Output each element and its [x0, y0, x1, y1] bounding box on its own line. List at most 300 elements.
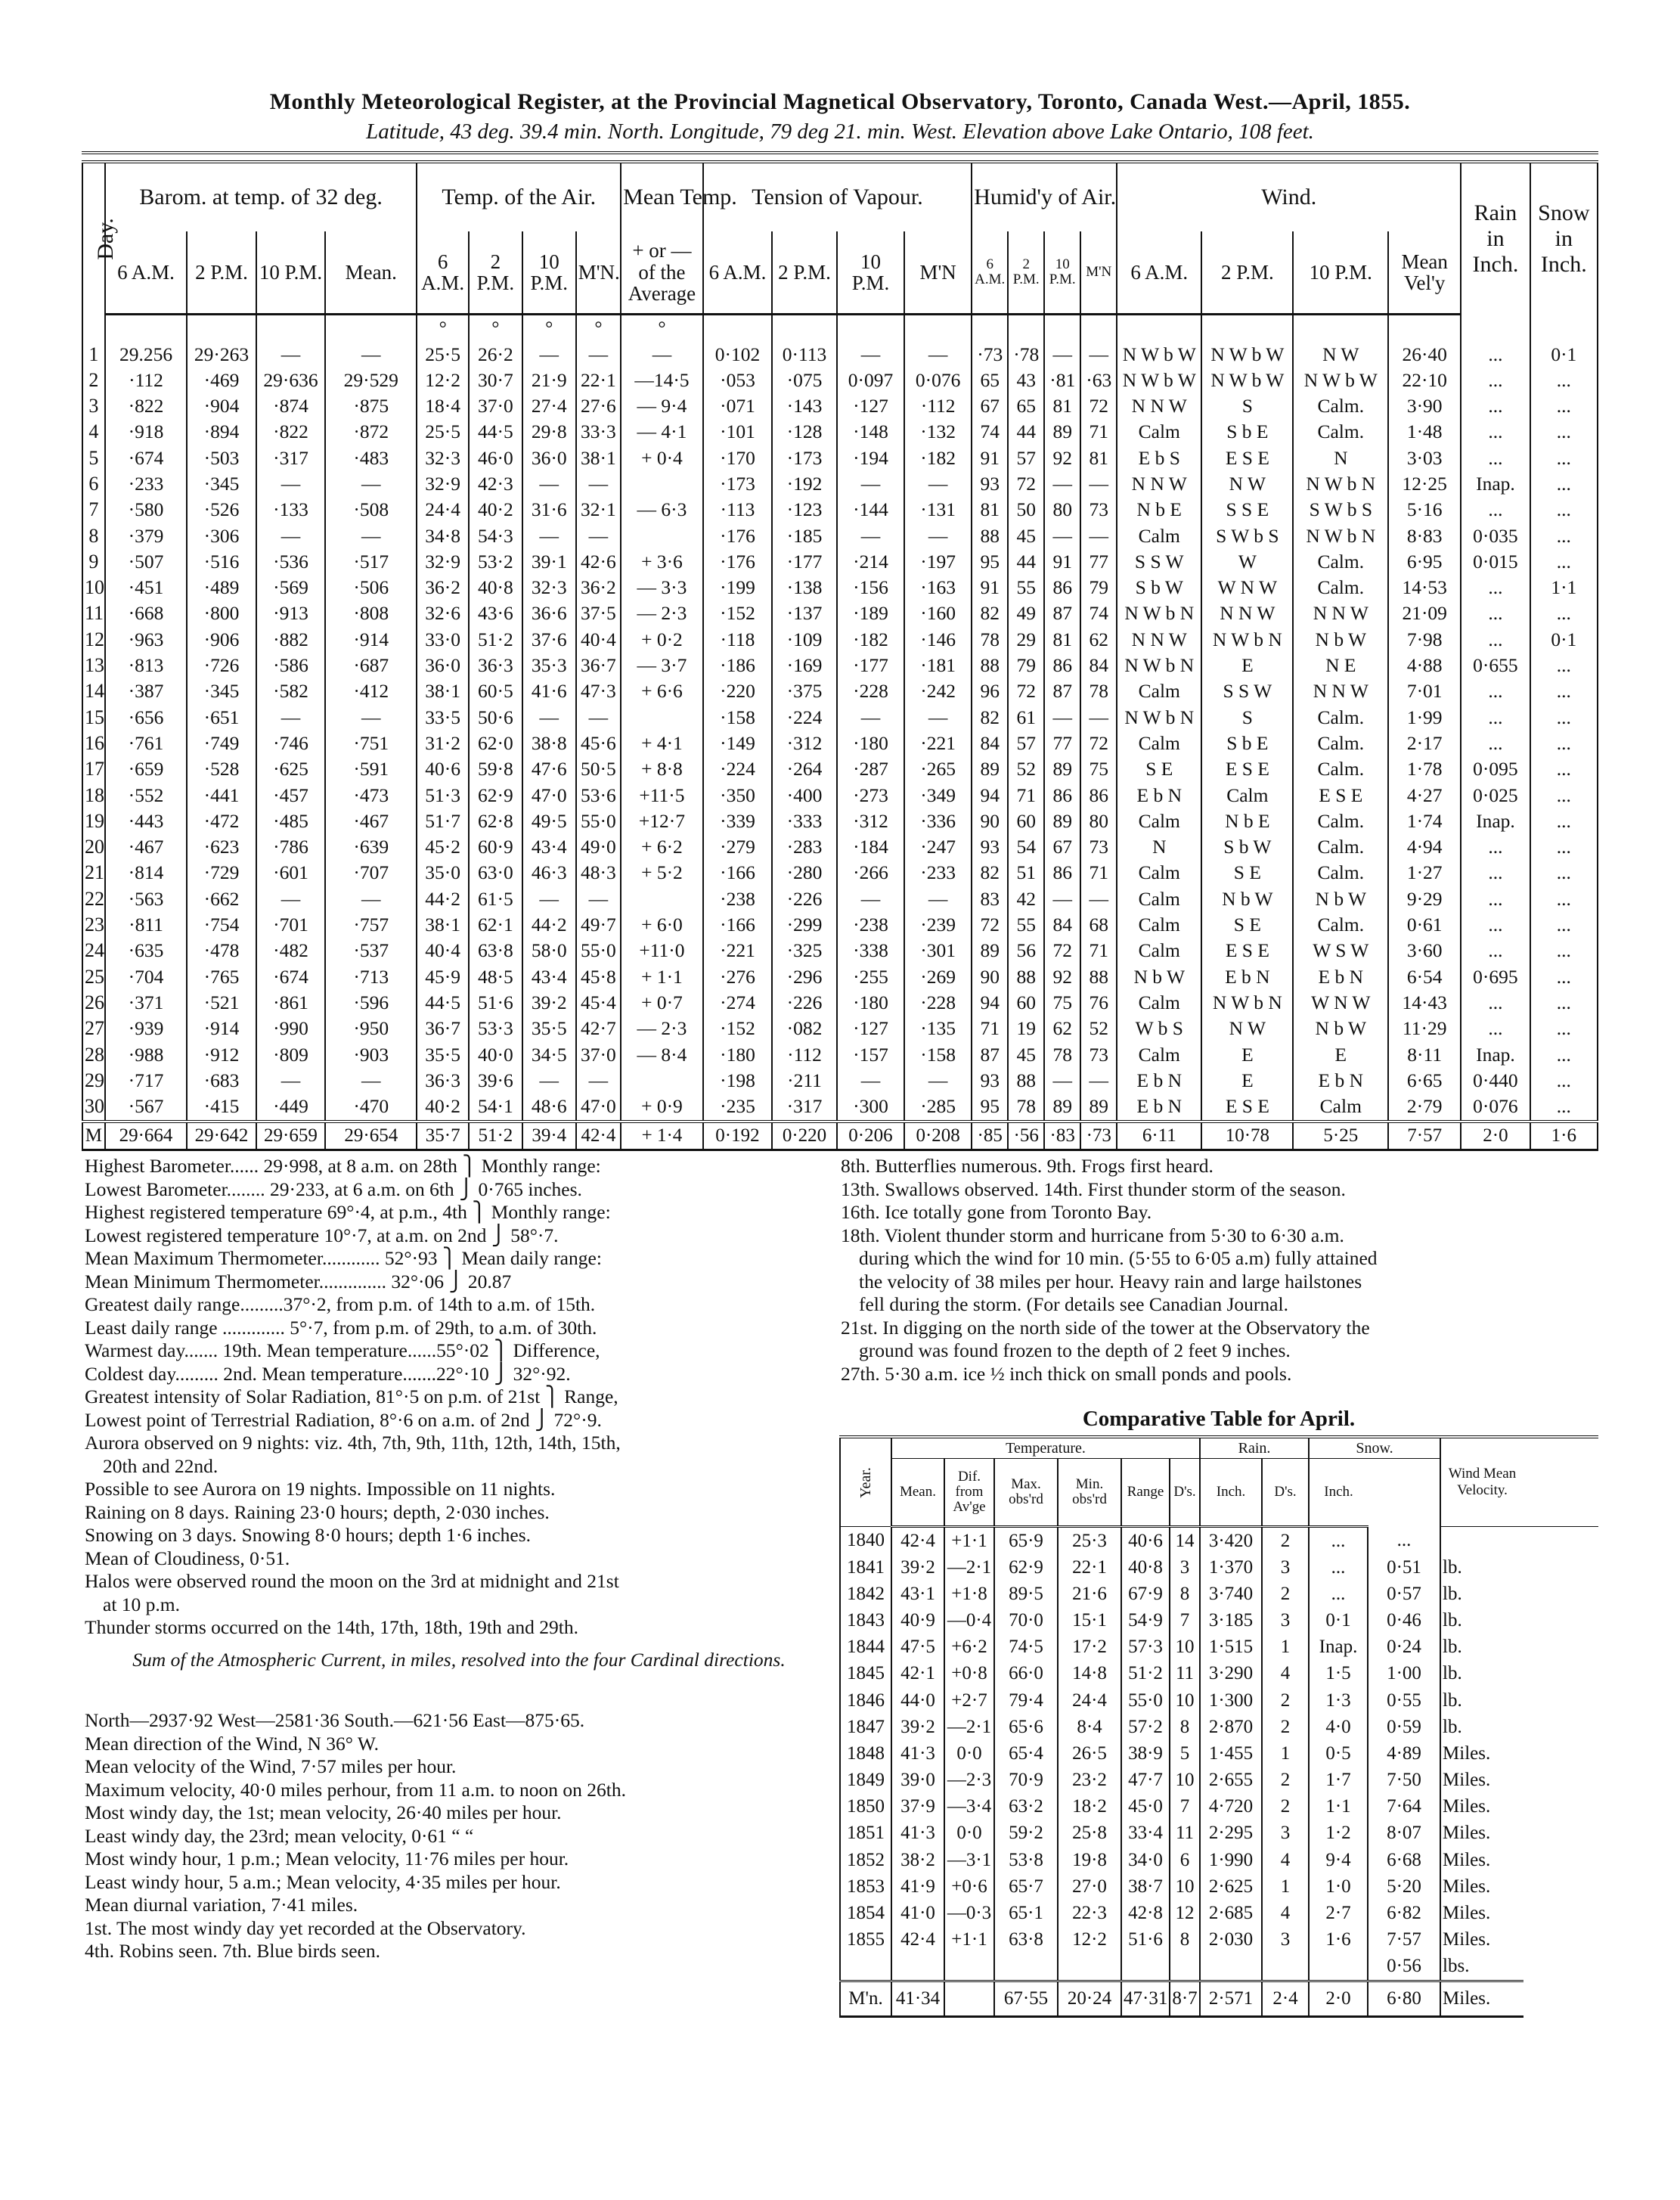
table-cell: 68: [1080, 912, 1117, 938]
empty-cell: [1058, 1953, 1121, 1981]
mean-cell: 29·642: [187, 1122, 256, 1150]
mean-cell: + 1·4: [621, 1122, 703, 1150]
mean-cell: 0·206: [837, 1122, 904, 1150]
table-cell: 55·0: [576, 938, 621, 963]
table-cell: 60·9: [469, 834, 522, 860]
table-cell: ·875: [325, 393, 417, 419]
table-cell: ·683: [187, 1068, 256, 1094]
table-cell: —: [1080, 342, 1117, 368]
table-cell: ·668: [105, 600, 188, 626]
table-cell: ·226: [772, 886, 837, 912]
table-cell: ·101: [703, 419, 772, 445]
table-cell: 14·8: [1058, 1661, 1121, 1687]
table-cell: 1·515: [1200, 1634, 1262, 1661]
unit-cell: lb.: [1440, 1714, 1523, 1740]
table-cell: — 2·3: [621, 600, 703, 626]
table-cell: ·872: [325, 419, 417, 445]
table-row: [82, 1016, 1598, 1041]
mean-cell: 2·0: [1309, 1981, 1368, 2017]
table-cell: ·371: [105, 990, 188, 1016]
table-cell: ·749: [187, 731, 256, 756]
table-cell: ...: [1530, 834, 1598, 860]
table-cell: 1·6: [1309, 1926, 1368, 1953]
table-cell: 70·9: [994, 1767, 1058, 1794]
table-row: [82, 497, 1598, 523]
table-cell: N W: [1293, 342, 1388, 368]
table-cell: 65: [972, 368, 1008, 393]
table-cell: 33·5: [417, 705, 469, 731]
table-cell: 25·8: [1058, 1820, 1121, 1847]
table-cell: 19·8: [1058, 1847, 1121, 1873]
page-subtitle: Latitude, 43 deg. 39.4 min. North. Longitude, 79 deg 21. min. West. Elevation above Lake Ontario, 108 feet.: [366, 119, 1314, 144]
table-cell: 7·64: [1368, 1794, 1440, 1820]
table-cell: 40·4: [576, 627, 621, 653]
table-cell: 40·4: [417, 938, 469, 963]
mean-cell: ·56: [1008, 1122, 1044, 1150]
day-cell: 20: [82, 834, 105, 860]
table-cell: ...: [1461, 497, 1530, 523]
table-cell: ...: [1461, 600, 1530, 626]
table-cell: 34·5: [522, 1042, 576, 1068]
table-cell: 0·035: [1461, 523, 1530, 549]
table-cell: —: [621, 342, 703, 368]
table-cell: 41·9: [891, 1873, 944, 1900]
table-cell: ·415: [187, 1094, 256, 1122]
table-row: [82, 756, 1598, 782]
table-cell: 39·6: [469, 1068, 522, 1094]
table-cell: 47·0: [522, 783, 576, 808]
table-cell: 1846: [840, 1687, 891, 1714]
table-cell: Calm.: [1293, 808, 1388, 834]
table-cell: ·814: [105, 860, 188, 886]
table-cell: + 4·1: [621, 731, 703, 756]
table-cell: ·906: [187, 627, 256, 653]
table-cell: 89: [1044, 419, 1080, 445]
table-cell: 38·1: [417, 678, 469, 704]
units-cell: [82, 315, 105, 342]
table-cell: ·338: [837, 938, 904, 963]
table-cell: ·152: [703, 1016, 772, 1041]
table-cell: 34·8: [417, 523, 469, 549]
table-cell: 87: [1044, 678, 1080, 704]
table-cell: 1849: [840, 1767, 891, 1794]
table-cell: 32·3: [417, 445, 469, 471]
table-cell: —: [325, 523, 417, 549]
note-line: ground was found frozen to the depth of 2 feet 9 inches.: [859, 1339, 1291, 1361]
table-cell: ·726: [187, 653, 256, 678]
table-cell: 40·0: [469, 1042, 522, 1068]
table-cell: ·375: [772, 678, 837, 704]
col-header: 10 P.M.: [522, 231, 576, 315]
table-cell: ·467: [325, 808, 417, 834]
table-cell: ...: [1530, 731, 1598, 756]
table-cell: 38·7: [1121, 1873, 1170, 1900]
table-cell: Calm: [1117, 808, 1201, 834]
table-cell: 0·61: [1388, 912, 1461, 938]
note-line: Halos were observed round the moon on the 3rd at midnight and 21st: [85, 1570, 619, 1592]
note-line: Highest registered temperature 69°·4, at p.m., 4th ⎫ Monthly range:: [85, 1201, 611, 1223]
table-cell: ·412: [325, 678, 417, 704]
table-cell: 12: [1170, 1900, 1200, 1926]
day-cell: 4: [82, 419, 105, 445]
table-cell: 32·3: [522, 575, 576, 600]
table-cell: 33·3: [576, 419, 621, 445]
table-row: [82, 731, 1598, 756]
table-cell: 1841: [840, 1554, 891, 1581]
table-cell: ·238: [837, 912, 904, 938]
table-cell: —: [522, 342, 576, 368]
day-cell: 17: [82, 756, 105, 782]
table-row: [82, 860, 1598, 886]
table-cell: 0·46: [1368, 1608, 1440, 1634]
table-cell: 35·3: [522, 653, 576, 678]
table-cell: 88: [972, 653, 1008, 678]
table-cell: ·300: [837, 1094, 904, 1122]
table-cell: N N W: [1201, 600, 1293, 626]
table-cell: +1·8: [944, 1581, 994, 1607]
table-cell: ·506: [325, 575, 417, 600]
table-cell: ·053: [703, 368, 772, 393]
table-cell: Calm.: [1293, 549, 1388, 575]
day-cell: 21: [82, 860, 105, 886]
table-cell: 4·0: [1309, 1714, 1368, 1740]
col-header: 6 A.M.: [417, 231, 469, 315]
table-cell: ·144: [837, 497, 904, 523]
table-cell: ·350: [703, 783, 772, 808]
table-cell: 71: [1080, 938, 1117, 963]
table-cell: ·276: [703, 964, 772, 990]
table-cell: Calm: [1117, 912, 1201, 938]
table-cell: ·312: [837, 808, 904, 834]
table-cell: S b E: [1201, 419, 1293, 445]
table-cell: 8: [1170, 1581, 1200, 1607]
table-cell: ·317: [772, 1094, 837, 1122]
mean-cell: 67·55: [994, 1981, 1058, 2017]
table-cell: ·075: [772, 368, 837, 393]
table-cell: ...: [1530, 938, 1598, 963]
col-group-wind: Wind.: [1117, 162, 1461, 231]
comp-group-rain: Rain.: [1200, 1437, 1309, 1459]
table-cell: ·238: [703, 886, 772, 912]
table-cell: 45·2: [417, 834, 469, 860]
table-cell: 77: [1080, 549, 1117, 575]
table-cell: ...: [1530, 964, 1598, 990]
table-cell: —: [256, 705, 325, 731]
table-row: [840, 1794, 1598, 1820]
table-cell: ·757: [325, 912, 417, 938]
note-line: Mean Minimum Thermometer.............. 32°·06 ⎭ 20.87: [85, 1270, 512, 1292]
table-cell: 17·2: [1058, 1634, 1121, 1661]
table-cell: ·220: [703, 678, 772, 704]
table-cell: 3·90: [1388, 393, 1461, 419]
table-cell: 87: [1044, 600, 1080, 626]
table-cell: ·189: [837, 600, 904, 626]
table-cell: 1·1: [1309, 1794, 1368, 1820]
table-cell: 82: [972, 600, 1008, 626]
comp-year-header: Year.: [840, 1437, 891, 1527]
table-cell: ...: [1530, 419, 1598, 445]
table-cell: 62: [1044, 1016, 1080, 1041]
table-cell: 89: [1044, 808, 1080, 834]
table-cell: 3: [1262, 1926, 1309, 1953]
table-cell: 41·3: [891, 1820, 944, 1847]
table-cell: 54·1: [469, 1094, 522, 1122]
table-cell: —: [576, 1068, 621, 1094]
col-header: 10 P.M.: [1293, 231, 1388, 315]
day-cell: 23: [82, 912, 105, 938]
comp-col-header: D's.: [1170, 1459, 1200, 1527]
day-cell: 19: [82, 808, 105, 834]
table-cell: 12·25: [1388, 471, 1461, 497]
table-cell: ·503: [187, 445, 256, 471]
table-cell: ·123: [772, 497, 837, 523]
mean-cell: 41·34: [891, 1981, 944, 2017]
table-cell: 40·2: [469, 497, 522, 523]
table-cell: 46·0: [469, 445, 522, 471]
table-cell: 74: [972, 419, 1008, 445]
table-cell: ·192: [772, 471, 837, 497]
day-cell: 25: [82, 964, 105, 990]
table-cell: 7·01: [1388, 678, 1461, 704]
table-cell: ·176: [703, 549, 772, 575]
table-cell: —: [1080, 523, 1117, 549]
table-cell: 87: [972, 1042, 1008, 1068]
comparative-table: [839, 1435, 1598, 2018]
comp-col-header: Inch.: [1200, 1459, 1262, 1527]
comparative-rows: [840, 1527, 1598, 1981]
table-cell: ...: [1530, 1094, 1598, 1122]
day-cell: 10: [82, 575, 105, 600]
table-row: [82, 990, 1598, 1016]
table-cell: ·242: [904, 678, 972, 704]
table-cell: 1·74: [1388, 808, 1461, 834]
col-header: 10 P.M.: [1044, 231, 1080, 315]
table-cell: 42·3: [469, 471, 522, 497]
table-cell: 65·6: [994, 1714, 1058, 1740]
table-cell: 1·99: [1388, 705, 1461, 731]
table-cell: + 0·9: [621, 1094, 703, 1122]
table-cell: ...: [1461, 575, 1530, 600]
table-cell: ·336: [904, 808, 972, 834]
table-cell: 6·95: [1388, 549, 1461, 575]
table-row: [840, 1687, 1598, 1714]
table-cell: 2: [1262, 1714, 1309, 1740]
table-cell: + 6·2: [621, 834, 703, 860]
table-cell: 44·5: [469, 419, 522, 445]
table-cell: 89: [1080, 1094, 1117, 1122]
table-cell: ...: [1530, 445, 1598, 471]
table-cell: 55: [1008, 575, 1044, 600]
table-cell: ·537: [325, 938, 417, 963]
table-cell: + 5·2: [621, 860, 703, 886]
table-cell: ·754: [187, 912, 256, 938]
table-cell: 1·27: [1388, 860, 1461, 886]
table-cell: ·582: [256, 678, 325, 704]
table-cell: ·449: [256, 1094, 325, 1122]
table-cell: 92: [1044, 445, 1080, 471]
table-cell: 0·5: [1309, 1740, 1368, 1767]
table-cell: 38·8: [522, 731, 576, 756]
table-row: [840, 1847, 1598, 1873]
table-row: [82, 653, 1598, 678]
table-cell: 34·0: [1121, 1847, 1170, 1873]
col-day-header: Day.: [82, 162, 105, 315]
table-cell: ·467: [105, 834, 188, 860]
table-cell: ·233: [105, 471, 188, 497]
units-cell: [703, 315, 772, 342]
table-cell: ·569: [256, 575, 325, 600]
table-cell: ·586: [256, 653, 325, 678]
day-cell: 27: [82, 1016, 105, 1041]
table-cell: 39·1: [522, 549, 576, 575]
table-cell: —: [522, 1068, 576, 1094]
table-cell: ·349: [904, 783, 972, 808]
table-cell: ...: [1461, 990, 1530, 1016]
table-cell: ·180: [703, 1042, 772, 1068]
unit-cell: [1440, 1527, 1523, 1555]
table-cell: ·184: [837, 834, 904, 860]
table-cell: —: [904, 471, 972, 497]
table-row: [82, 808, 1598, 834]
table-cell: Calm.: [1293, 860, 1388, 886]
table-cell: 3: [1262, 1820, 1309, 1847]
table-cell: ·221: [703, 938, 772, 963]
table-cell: ·596: [325, 990, 417, 1016]
table-cell: 49·0: [576, 834, 621, 860]
col-header: 2 P.M.: [187, 231, 256, 315]
table-cell: —: [325, 705, 417, 731]
note-line: Highest Barometer...... 29·998, at 8 a.m. on 28th ⎫ Monthly range:: [85, 1155, 601, 1177]
table-cell: 5·16: [1388, 497, 1461, 523]
table-cell: ·166: [703, 912, 772, 938]
table-row: [82, 938, 1598, 963]
note-line: Mean direction of the Wind, N 36° W.: [85, 1732, 380, 1755]
table-cell: ·674: [256, 964, 325, 990]
table-cell: 49: [1008, 600, 1044, 626]
table-cell: 52: [1008, 756, 1044, 782]
table-cell: ·894: [187, 419, 256, 445]
day-cell: 29: [82, 1068, 105, 1094]
table-row: [840, 1554, 1598, 1581]
table-cell: 37·9: [891, 1794, 944, 1820]
table-cell: 42·8: [1121, 1900, 1170, 1926]
table-cell: 32·6: [417, 600, 469, 626]
table-cell: 71: [972, 1016, 1008, 1041]
table-cell: 79: [1080, 575, 1117, 600]
table-cell: 78: [1080, 678, 1117, 704]
col-header: 10 P.M.: [837, 231, 904, 315]
mean-cell: 1·6: [1530, 1122, 1598, 1150]
units-cell: [1008, 315, 1044, 342]
table-cell: ...: [1461, 912, 1530, 938]
table-cell: [621, 705, 703, 731]
table-cell: 72: [1008, 678, 1044, 704]
table-cell: 53·8: [994, 1847, 1058, 1873]
table-cell: 94: [972, 783, 1008, 808]
table-cell: 44: [1008, 549, 1044, 575]
table-cell: 2·7: [1309, 1900, 1368, 1926]
table-cell: ·713: [325, 964, 417, 990]
table-row: [840, 1634, 1598, 1661]
table-cell: E b N: [1117, 1094, 1201, 1122]
table-cell: ·180: [837, 731, 904, 756]
table-cell: ·563: [105, 886, 188, 912]
table-cell: 51·7: [417, 808, 469, 834]
table-cell: ·333: [772, 808, 837, 834]
table-cell: E S E: [1293, 783, 1388, 808]
table-cell: 51·6: [469, 990, 522, 1016]
comp-col-header: D's.: [1262, 1459, 1309, 1527]
table-cell: 0·57: [1368, 1581, 1440, 1607]
table-cell: ·148: [837, 419, 904, 445]
table-cell: ·591: [325, 756, 417, 782]
units-cell: °: [576, 315, 621, 342]
table-cell: 58·0: [522, 938, 576, 963]
table-cell: 45: [1008, 523, 1044, 549]
table-cell: E b N: [1201, 964, 1293, 990]
mean-cell: 5·25: [1293, 1122, 1388, 1150]
table-cell: 41·0: [891, 1900, 944, 1926]
table-cell: ·904: [187, 393, 256, 419]
table-cell: 65·4: [994, 1740, 1058, 1767]
table-cell: 1·455: [1200, 1740, 1262, 1767]
note-line: North—2937·92 West—2581·36 South.—621·56 East—875·65.: [85, 1709, 585, 1731]
table-cell: 44·5: [417, 990, 469, 1016]
table-cell: ·185: [772, 523, 837, 549]
col-group-humidity: Humid'y of Air.: [972, 162, 1117, 231]
table-cell: 7·98: [1388, 627, 1461, 653]
table-cell: 4·88: [1388, 653, 1461, 678]
col-header: 10 P.M.: [256, 231, 325, 315]
table-cell: ·914: [325, 627, 417, 653]
table-cell: 36·3: [469, 653, 522, 678]
table-cell: N E: [1293, 653, 1388, 678]
table-cell: 89·5: [994, 1581, 1058, 1607]
mean-cell: [944, 1981, 994, 2017]
table-cell: ·299: [772, 912, 837, 938]
table-cell: 86: [1044, 653, 1080, 678]
note-line: 27th. 5·30 a.m. ice ½ inch thick on small ponds and pools.: [841, 1362, 1292, 1385]
table-cell: 73: [1080, 834, 1117, 860]
day-cell: 30: [82, 1094, 105, 1122]
table-cell: ...: [1461, 342, 1530, 368]
table-cell: E S E: [1201, 938, 1293, 963]
day-cell: 14: [82, 678, 105, 704]
table-cell: —: [256, 471, 325, 497]
table-cell: ·211: [772, 1068, 837, 1094]
units-cell: [187, 315, 256, 342]
table-row: [840, 1820, 1598, 1847]
table-cell: 1840: [840, 1527, 891, 1555]
table-cell: W N W: [1201, 575, 1293, 600]
table-cell: 89: [972, 938, 1008, 963]
table-cell: ...: [1461, 393, 1530, 419]
table-cell: ·071: [703, 393, 772, 419]
table-cell: 89: [1044, 1094, 1080, 1122]
table-cell: —: [1044, 1068, 1080, 1094]
table-cell: 48·6: [522, 1094, 576, 1122]
table-cell: S W b S: [1293, 497, 1388, 523]
table-cell: 84: [1080, 653, 1117, 678]
table-cell: 3·420: [1200, 1527, 1262, 1555]
table-cell: 81: [972, 497, 1008, 523]
table-cell: ·508: [325, 497, 417, 523]
table-cell: ...: [1461, 1016, 1530, 1041]
table-cell: 40·8: [469, 575, 522, 600]
table-cell: — 6·3: [621, 497, 703, 523]
table-cell: 39·2: [891, 1554, 944, 1581]
note-line: during which the wind for 10 min. (5·55 to 6·05 a.m) fully attained: [859, 1247, 1378, 1269]
